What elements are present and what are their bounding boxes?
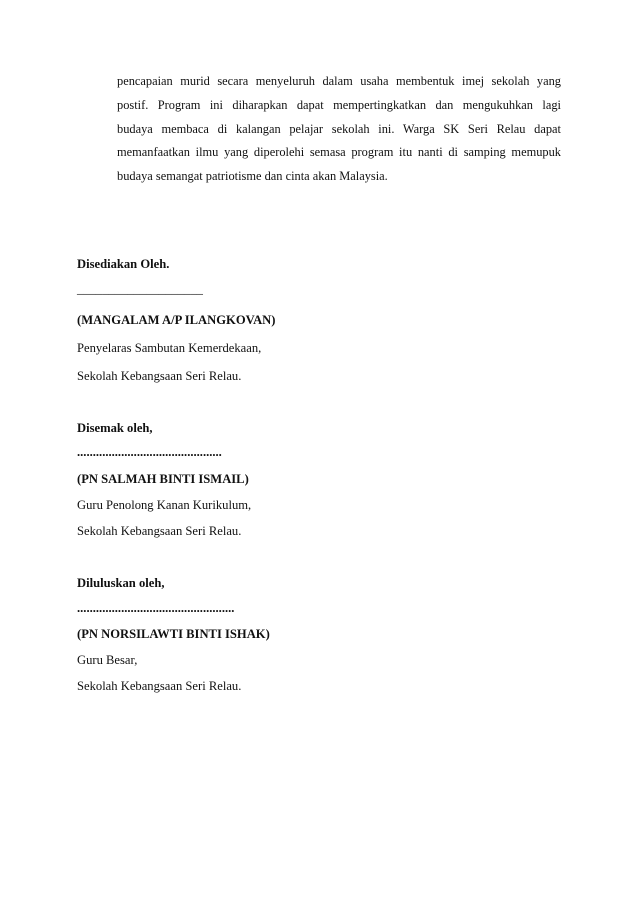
prepared-heading: Disediakan Oleh. [77, 257, 170, 271]
approved-name: (PN NORSILAWTI BINTI ISHAK) [77, 627, 270, 641]
approved-heading: Diluluskan oleh, [77, 576, 165, 590]
approved-school: Sekolah Kebangsaan Seri Relau. [77, 679, 242, 693]
checked-position: Guru Penolong Kanan Kurikulum, [77, 498, 252, 512]
prepared-school: Sekolah Kebangsaan Seri Relau. [77, 369, 242, 383]
paragraph-line: pencapaian murid secara menyeluruh dalam usaha membentuk imej sekolah yang [117, 74, 561, 88]
paragraph-line: budaya semangat patriotisme dan cinta akan Malaysia. [117, 169, 388, 184]
checked-name: (PN SALMAH BINTI ISMAIL) [77, 472, 249, 486]
prepared-name: (MANGALAM A/P ILANGKOVAN) [77, 313, 276, 327]
checked-heading: Disemak oleh, [77, 421, 153, 435]
body-paragraph [117, 70, 561, 189]
paragraph-line: budaya membaca di kalangan pelajar sekolah ini. Warga SK Seri Relau dapat [117, 121, 561, 136]
paragraph-line: postif. Program ini diharapkan dapat mempertingkatkan dan mengukuhkan lagi [117, 97, 561, 112]
checked-signature-line: .............................................. [77, 445, 222, 459]
prepared-position: Penyelaras Sambutan Kemerdekaan, [77, 341, 262, 355]
prepared-signature-line: ____________________ [77, 282, 203, 296]
approved-signature-line: .................................................. [77, 601, 235, 615]
approved-position: Guru Besar, [77, 653, 138, 667]
checked-school: Sekolah Kebangsaan Seri Relau. [77, 524, 242, 538]
paragraph-line: memanfaatkan ilmu yang diperolehi semasa program itu nanti di samping memupuk [117, 145, 561, 160]
